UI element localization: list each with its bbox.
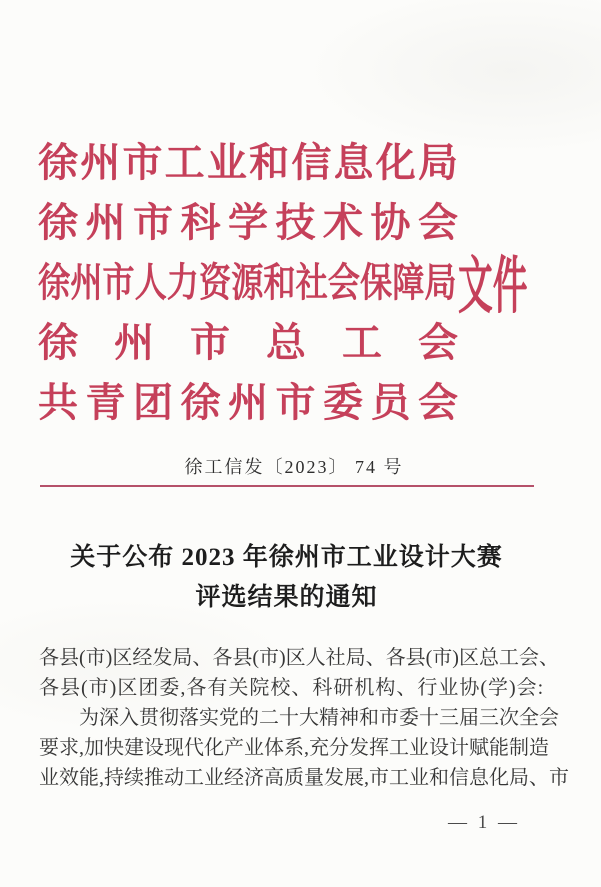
issuing-org-name: 徐州市科学技术协会 bbox=[38, 200, 458, 245]
document-body bbox=[39, 643, 569, 793]
recipient-line: 各县(市)区经发局、各县(市)区人社局、各县(市)区总工会、 bbox=[39, 647, 559, 669]
body-text-line: 要求,加快建设现代化产业体系,充分发挥工业设计赋能制造 bbox=[39, 737, 549, 759]
doc-type-label: 文件 bbox=[458, 253, 528, 321]
recipient-line: 各县(市)区团委,各有关院校、科研机构、行业协(学)会: bbox=[39, 677, 545, 699]
issuing-org-name: 徐州市工业和信息化局 bbox=[38, 140, 458, 185]
issuing-org-name: 共青团徐州市委员会 bbox=[38, 380, 458, 425]
document-title-line: 关于公布 2023 年徐州市工业设计大赛 bbox=[70, 544, 503, 571]
issuing-org-name: 徐州市总工会 bbox=[38, 320, 458, 365]
letterhead-org-block bbox=[38, 133, 458, 433]
doc-reference-number: 徐工信发〔2023〕 74 号 bbox=[184, 457, 404, 477]
issuing-org-name: 徐州市人力资源和社会保障局 bbox=[38, 260, 457, 305]
document-title-line: 评选结果的通知 bbox=[195, 584, 378, 611]
red-separator-line bbox=[40, 485, 534, 487]
page-number: — 1 — bbox=[448, 812, 520, 833]
body-text-line: 为深入贯彻落实党的二十大精神和市委十三届三次全会 bbox=[79, 707, 559, 729]
document-title bbox=[38, 538, 535, 618]
body-text-line: 业效能,持续推动工业经济高质量发展,市工业和信息化局、市 bbox=[39, 767, 569, 789]
